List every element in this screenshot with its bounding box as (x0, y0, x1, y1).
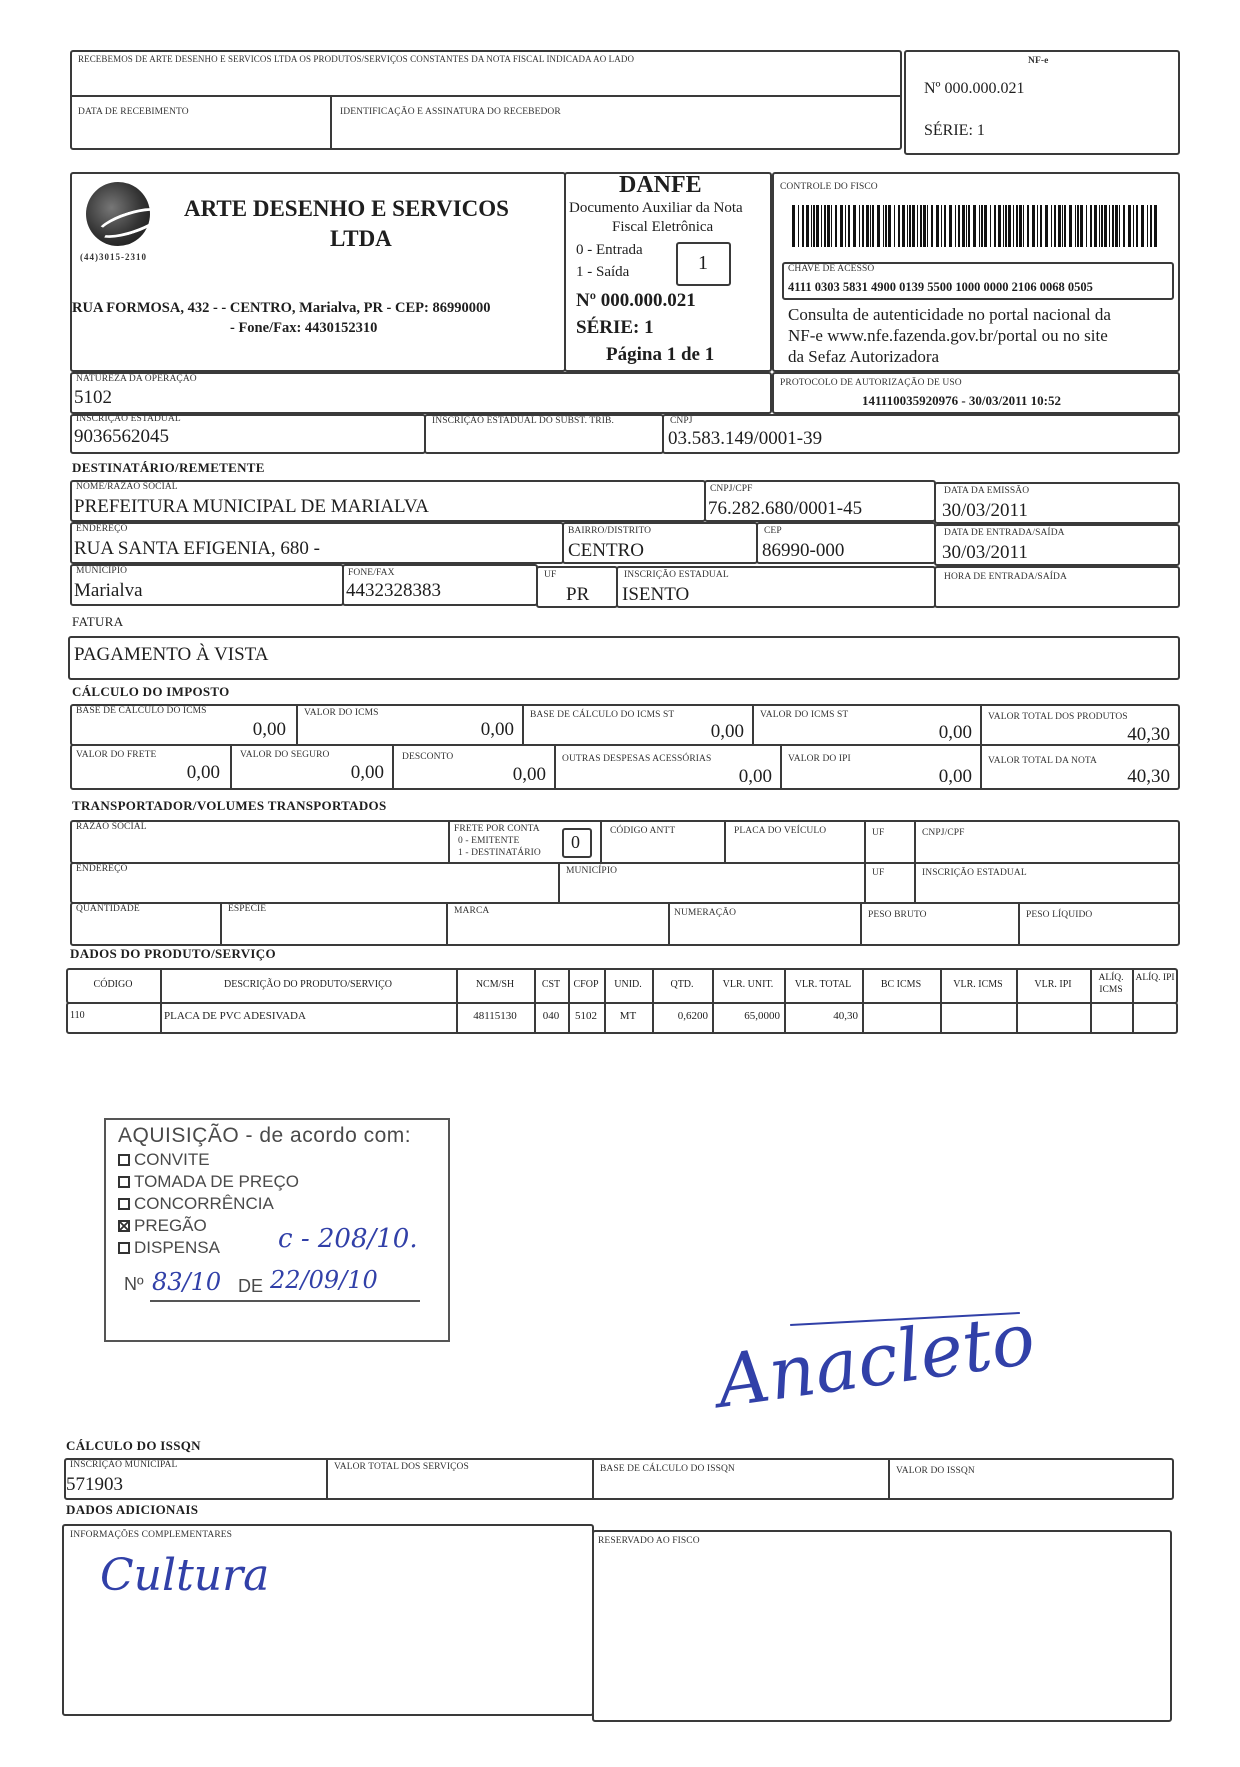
stamp-ref: c - 208/10. (278, 1224, 418, 1254)
stamp-option-label: CONVITE (134, 1150, 210, 1169)
dest-municipio-label: MUNICÍPIO (76, 566, 128, 576)
transp-quantidade-label: QUANTIDADE (76, 904, 140, 914)
header-qtd: QTD. (670, 979, 694, 990)
barcode-bar (821, 205, 822, 247)
emitter-name-line2: LTDA (330, 226, 392, 251)
barcode-bar (898, 205, 900, 247)
dest-fone: 4432328383 (346, 580, 441, 601)
header-aliq-icms: ALÍQ. ICMS (1098, 973, 1124, 995)
barcode-bar (936, 205, 939, 247)
barcode-bar (1141, 205, 1144, 247)
barcode-bar (1058, 205, 1061, 247)
dest-uf-label: UF (544, 570, 557, 580)
emitter-name-line1: ARTE DESENHO E SERVICOS (184, 196, 509, 221)
header-descricao: DESCRIÇÃO DO PRODUTO/SERVIÇO (224, 979, 392, 990)
barcode-bar (811, 205, 812, 247)
barcode-bar (944, 205, 946, 247)
transp-div-5 (914, 820, 916, 864)
dest-entrada-label: DATA DE ENTRADA/SAÍDA (944, 528, 1065, 538)
barcode-bar (1023, 205, 1024, 247)
dest-cep-label: CEP (764, 526, 782, 536)
header-cst: CST (541, 979, 561, 990)
adicionais-section: DADOS ADICIONAIS (66, 1502, 199, 1517)
issqn-im: 571903 (66, 1474, 123, 1495)
transp-div-1 (448, 820, 450, 864)
frete-label: VALOR DO FRETE (76, 750, 157, 760)
dest-cep: 86990-000 (762, 540, 845, 561)
stamp-option-label: DISPENSA (134, 1238, 220, 1257)
transp-marca-label: MARCA (454, 906, 490, 916)
header-aliq-ipi: ALÍQ. IPI (1135, 973, 1175, 983)
transp-div-12 (860, 902, 862, 946)
barcode-bar (1080, 205, 1083, 247)
barcode-bar (966, 205, 967, 247)
transp-div-10 (446, 902, 448, 946)
destinatario-section: DESTINATÁRIO/REMETENTE (72, 460, 265, 475)
barcode-bar (883, 205, 884, 247)
table-column-divider (568, 968, 570, 1034)
danfe-subtitle-2: Fiscal Eletrônica (612, 219, 714, 235)
checkbox-icon (118, 1198, 130, 1210)
transp-antt-label: CÓDIGO ANTT (610, 826, 676, 836)
cnpj-label: CNPJ (670, 416, 693, 426)
natureza-label: NATUREZA DA OPERAÇÃO (76, 374, 197, 384)
barcode-bar (1154, 205, 1157, 247)
dest-cnpj-label: CNPJ/CPF (710, 484, 753, 494)
fisco-reserved-label: RESERVADO AO FISCO (598, 1536, 700, 1546)
transp-municipio-label: MUNICÍPIO (566, 866, 618, 876)
imposto-section: CÁLCULO DO IMPOSTO (72, 684, 230, 699)
transp-ie-label: INSCRIÇÃO ESTADUAL (922, 868, 1027, 878)
dest-uf: PR (566, 584, 590, 605)
danfe-title: DANFE (619, 172, 702, 198)
barcode-bar (917, 205, 918, 247)
transp-endereco-label: ENDEREÇO (76, 864, 128, 874)
imposto-div-2 (522, 704, 524, 746)
header-vlr-ipi: VLR. IPI (1034, 979, 1072, 990)
dest-municipio: Marialva (74, 580, 143, 601)
barcode-bar (1136, 205, 1138, 247)
barcode-bar (973, 205, 976, 247)
checkbox-icon (118, 1154, 130, 1166)
barcode-bar (1112, 205, 1114, 247)
barcode-bar (1064, 205, 1066, 247)
seguro: 0,00 (350, 762, 384, 783)
barcode-bar (792, 205, 795, 247)
receipt-divider (70, 95, 902, 97)
barcode-bar (845, 205, 846, 247)
consulta-line3: da Sefaz Autorizadora (788, 347, 940, 366)
barcode-bar (1003, 205, 1004, 247)
transp-div-7 (864, 862, 866, 904)
base-icms: 0,00 (252, 719, 286, 740)
table-column-divider (604, 968, 606, 1034)
imposto-div-4 (980, 704, 982, 746)
barcode-bar (1054, 205, 1056, 247)
ipi-label: VALOR DO IPI (788, 754, 851, 764)
barcode-bar (1094, 205, 1097, 247)
barcode-bar (984, 205, 987, 247)
barcode (792, 205, 1162, 247)
transp-peso-liquido-label: PESO LÍQUIDO (1026, 910, 1093, 920)
outras: 0,00 (738, 766, 772, 787)
table-column-divider (940, 968, 942, 1034)
info-handwritten: Cultura (100, 1550, 270, 1601)
dest-bairro-label: BAIRRO/DISTRITO (568, 526, 652, 536)
barcode-bar (912, 205, 915, 247)
barcode-bar (1133, 205, 1134, 247)
header-codigo: CÓDIGO (93, 979, 133, 990)
barcode-bar (848, 205, 850, 247)
imposto-div-8 (780, 744, 782, 790)
barcode-bar (835, 205, 837, 247)
barcode-bar (994, 205, 996, 247)
desconto-label: DESCONTO (402, 752, 454, 762)
chave-acesso: 4111 0303 5831 4900 0139 5500 1000 0000 2106 0068 0505 (788, 280, 1093, 294)
consulta-line2: NF-e www.nfe.fazenda.gov.br/portal ou no site (788, 326, 1108, 345)
barcode-bar (1013, 205, 1014, 247)
transp-peso-bruto-label: PESO BRUTO (868, 910, 927, 920)
barcode-bar (806, 205, 809, 247)
barcode-bar (888, 205, 891, 247)
info-label: INFORMAÇÕES COMPLEMENTARES (70, 1530, 233, 1540)
cell-unid: MT (619, 1010, 637, 1022)
barcode-bar (1086, 205, 1087, 247)
barcode-bar (1027, 205, 1029, 247)
dest-hora-label: HORA DE ENTRADA/SAÍDA (944, 572, 1067, 582)
barcode-bar (862, 205, 864, 247)
transp-frete-label-3: 1 - DESTINATÁRIO (458, 848, 541, 858)
imposto-row2 (70, 744, 1180, 790)
barcode-bar (802, 205, 804, 247)
barcode-bar (962, 205, 965, 247)
table-column-divider (456, 968, 458, 1034)
barcode-bar (816, 205, 819, 247)
transp-div-8 (914, 862, 916, 904)
barcode-bar (1069, 205, 1072, 247)
dest-nome: PREFEITURA MUNICIPAL DE MARIALVA (74, 496, 429, 517)
cnpj-value: 03.583.149/0001-39 (668, 428, 823, 449)
issqn-div-3 (888, 1458, 890, 1500)
barcode-bar (798, 205, 799, 247)
cell-vlr-total: 40,30 (833, 1010, 858, 1022)
produtos-section: DADOS DO PRODUTO/SERVIÇO (70, 946, 276, 961)
transp-uf-label: UF (872, 828, 885, 838)
issqn-div-2 (592, 1458, 594, 1500)
valor-icms-label: VALOR DO ICMS (304, 708, 379, 718)
transp-razao-label: RAZÃO SOCIAL (76, 822, 147, 832)
transp-frete-label-1: FRETE POR CONTA (454, 824, 540, 834)
transp-div-2 (600, 820, 602, 864)
header-ncm: NCM/SH (475, 979, 515, 990)
checkbox-icon (118, 1176, 130, 1188)
barcode-bar (979, 205, 980, 247)
checkbox-checked-icon (118, 1220, 130, 1232)
transp-especie-label: ESPÉCIE (228, 904, 267, 914)
valor-icms-st: 0,00 (938, 722, 972, 743)
barcode-bar (907, 205, 908, 247)
barcode-bar (1005, 205, 1007, 247)
ie-label: INSCRIÇÃO ESTADUAL (76, 414, 181, 424)
barcode-bar (931, 205, 933, 247)
emitter-phone: - Fone/Fax: 4430152310 (230, 320, 378, 336)
barcode-bar (1040, 205, 1042, 247)
total-nota: 40,30 (1127, 766, 1170, 787)
barcode-bar (981, 205, 983, 247)
receipt-signature-label: IDENTIFICAÇÃO E ASSINATURA DO RECEBEDOR (340, 107, 561, 117)
table-column-divider (652, 968, 654, 1034)
barcode-bar (1051, 205, 1052, 247)
barcode-bar (909, 205, 911, 247)
logo-phone: (44)3015-2310 (80, 252, 147, 262)
stamp-option (118, 1238, 220, 1258)
barcode-bar (831, 205, 832, 247)
fatura-section: FATURA (72, 614, 124, 629)
barcode-bar (1128, 205, 1131, 247)
header-cfop: CFOP (573, 979, 599, 990)
issqn-div-1 (326, 1458, 328, 1500)
imposto-div-7 (554, 744, 556, 790)
barcode-bar (902, 205, 905, 247)
barcode-bar (840, 205, 843, 247)
barcode-bar (958, 205, 960, 247)
receipt-text: RECEBEMOS DE ARTE DESENHO E SERVICOS LTDA OS PRODUTOS/SERVIÇOS CONSTANTES DA NOTA FISCAL INDICADA AO LADO (78, 54, 635, 64)
barcode-bar (920, 205, 922, 247)
barcode-bar (1075, 205, 1076, 247)
barcode-bar (923, 205, 926, 247)
controle-fisco-label: CONTROLE DO FISCO (780, 182, 878, 192)
transp-div-9 (220, 902, 222, 946)
dest-endereco-label: ENDEREÇO (76, 524, 128, 534)
transp-frete-label-2: 0 - EMITENTE (458, 836, 520, 846)
transp-div-13 (1018, 902, 1020, 946)
stamp-option (118, 1150, 210, 1170)
header-vlr-unit: VLR. UNIT. (722, 979, 774, 990)
barcode-bar (998, 205, 1001, 247)
danfe-saida: 1 - Saída (576, 264, 630, 280)
dest-endereco: RUA SANTA EFIGENIA, 680 - (74, 538, 321, 559)
danfe-number: Nº 000.000.021 (576, 290, 696, 311)
stamp-de: DE (238, 1276, 264, 1296)
stamp-option (118, 1194, 274, 1214)
receipt-nfe-label: NF-e (1028, 56, 1049, 66)
base-icms-label: BASE DE CÁLCULO DO ICMS (76, 706, 207, 716)
total-nota-label: VALOR TOTAL DA NOTA (988, 756, 1098, 766)
stamp-numero: 83/10 (152, 1268, 222, 1296)
fatura-text: PAGAMENTO À VISTA (74, 644, 269, 665)
barcode-bar (866, 205, 869, 247)
seguro-label: VALOR DO SEGURO (240, 750, 330, 760)
barcode-bar (870, 205, 871, 247)
barcode-bar (949, 205, 952, 247)
issqn-base-label: BASE DE CÁLCULO DO ISSQN (600, 1464, 735, 1474)
barcode-bar (1032, 205, 1035, 247)
valor-icms-st-label: VALOR DO ICMS ST (760, 710, 849, 720)
barcode-bar (1104, 205, 1107, 247)
chave-label: CHAVE DE ACESSO (788, 264, 875, 274)
issqn-im-label: INSCRIÇÃO MUNICIPAL (70, 1460, 178, 1470)
base-icms-st: 0,00 (710, 721, 744, 742)
dest-ie: ISENTO (622, 584, 690, 605)
table-column-divider (534, 968, 536, 1034)
cell-codigo: 110 (70, 1010, 85, 1021)
dest-bairro: CENTRO (568, 540, 644, 561)
barcode-bar (1019, 205, 1022, 247)
danfe-serie: SÉRIE: 1 (576, 317, 654, 338)
stamp-option (118, 1172, 299, 1192)
stamp-option-label: CONCORRÊNCIA (134, 1194, 274, 1213)
barcode-bar (872, 205, 874, 247)
ipi: 0,00 (938, 766, 972, 787)
barcode-bar (941, 205, 942, 247)
natureza-value: 5102 (74, 387, 112, 408)
barcode-bar (1090, 205, 1092, 247)
barcode-bar (1115, 205, 1118, 247)
stamp-date-line (150, 1300, 420, 1302)
barcode-bar (1101, 205, 1103, 247)
table-column-divider (1016, 968, 1018, 1034)
barcode-bar (927, 205, 928, 247)
danfe-entrada: 0 - Entrada (576, 242, 643, 258)
barcode-bar (1109, 205, 1110, 247)
imposto-div-3 (752, 704, 754, 746)
cell-vlr-unit: 65,0000 (744, 1010, 780, 1022)
dest-emissao-label: DATA DA EMISSÃO (944, 486, 1030, 496)
header-bc-icms: BC ICMS (880, 979, 922, 990)
imposto-div-9 (980, 744, 982, 790)
barcode-bar (877, 205, 880, 247)
transp-div-4 (864, 820, 866, 864)
stamp-data: 22/09/10 (270, 1266, 378, 1294)
emitter-address: RUA FORMOSA, 432 - - CENTRO, Marialva, PR - CEP: 86990000 (72, 300, 491, 316)
header-vlr-icms: VLR. ICMS (953, 979, 1003, 990)
receipt-stub (70, 50, 902, 150)
transp-cnpj-label: CNPJ/CPF (922, 828, 965, 838)
header-vlr-total: VLR. TOTAL (794, 979, 852, 990)
barcode-bar (813, 205, 815, 247)
stamp-option (118, 1216, 207, 1236)
valor-icms: 0,00 (480, 719, 514, 740)
stamp-option-label: PREGÃO (134, 1216, 207, 1235)
transp-numeracao-label: NUMERAÇÃO (674, 908, 737, 918)
consulta-line1: Consulta de autenticidade no portal nacional da (788, 305, 1111, 324)
transp-div-6 (558, 862, 560, 904)
table-column-divider (712, 968, 714, 1034)
table-column-divider (784, 968, 786, 1034)
barcode-bar (853, 205, 856, 247)
signature: Anacleto (711, 1296, 1040, 1424)
receipt-vdivider (330, 95, 332, 150)
cell-ncm: 48115130 (473, 1010, 517, 1022)
barcode-bar (1045, 205, 1048, 247)
barcode-bar (1037, 205, 1038, 247)
barcode-bar (1150, 205, 1152, 247)
outras-label: OUTRAS DESPESAS ACESSÓRIAS (562, 754, 712, 764)
cell-cfop: 5102 (575, 1010, 597, 1022)
barcode-bar (894, 205, 895, 247)
ie-value: 9036562045 (74, 426, 169, 447)
cell-descricao: PLACA DE PVC ADESIVADA (164, 1010, 306, 1022)
imposto-div-1 (296, 704, 298, 746)
dest-fone-label: FONE/FAX (348, 568, 395, 578)
stamp-title: AQUISIÇÃO - de acordo com: (118, 1124, 412, 1147)
receipt-nfe-number: Nº 000.000.021 (924, 80, 1025, 97)
issqn-total-label: VALOR TOTAL DOS SERVIÇOS (334, 1462, 469, 1472)
danfe-tipo: 1 (698, 252, 708, 274)
table-column-divider (160, 968, 162, 1034)
dest-ie-label: INSCRIÇÃO ESTADUAL (624, 570, 729, 580)
barcode-bar (968, 205, 970, 247)
imposto-div-6 (392, 744, 394, 790)
dest-cnpj: 76.282.680/0001-45 (708, 498, 863, 519)
barcode-bar (1077, 205, 1079, 247)
base-icms-st-label: BASE DE CÁLCULO DO ICMS ST (530, 710, 675, 720)
danfe-subtitle-1: Documento Auxiliar da Nota (569, 200, 743, 216)
checkbox-icon (118, 1242, 130, 1254)
transp-uf2-label: UF (872, 868, 885, 878)
barcode-bar (955, 205, 956, 247)
danfe-pagina: Página 1 de 1 (606, 344, 715, 365)
transp-div-3 (724, 820, 726, 864)
stamp-numero-prefix: Nº (124, 1274, 144, 1294)
transp-placa-label: PLACA DO VEÍCULO (734, 826, 827, 836)
issqn-valor-label: VALOR DO ISSQN (896, 1466, 975, 1476)
receipt-date-label: DATA DE RECEBIMENTO (78, 107, 189, 117)
total-produtos-label: VALOR TOTAL DOS PRODUTOS (988, 712, 1128, 722)
barcode-bar (824, 205, 826, 247)
protocolo-label: PROTOCOLO DE AUTORIZAÇÃO DE USO (780, 378, 962, 388)
barcode-bar (859, 205, 860, 247)
issqn-section: CÁLCULO DO ISSQN (66, 1438, 201, 1453)
barcode-bar (1008, 205, 1011, 247)
ie-st-label: INSCRIÇÃO ESTADUAL DO SUBST. TRIB. (432, 416, 614, 426)
barcode-bar (1123, 205, 1125, 247)
barcode-bar (1147, 205, 1148, 247)
transp-div-11 (668, 902, 670, 946)
fisco-reserved-box (592, 1530, 1172, 1722)
barcode-bar (885, 205, 887, 247)
stamp-option-label: TOMADA DE PREÇO (134, 1172, 299, 1191)
dest-entrada: 30/03/2011 (942, 542, 1028, 563)
barcode-bar (1099, 205, 1100, 247)
imposto-div-5 (230, 744, 232, 790)
transp-frete: 0 (571, 832, 580, 852)
barcode-bar (990, 205, 991, 247)
dest-emissao: 30/03/2011 (942, 500, 1028, 521)
cell-qtd: 0,6200 (677, 1010, 708, 1022)
barcode-bar (1119, 205, 1120, 247)
cell-cst: 040 (542, 1010, 560, 1022)
transporte-section: TRANSPORTADOR/VOLUMES TRANSPORTADOS (72, 798, 387, 813)
dest-nome-label: NOME/RAZÃO SOCIAL (76, 482, 178, 492)
barcode-bar (827, 205, 830, 247)
desconto: 0,00 (512, 764, 546, 785)
receipt-nfe-serie: SÉRIE: 1 (924, 122, 985, 139)
protocolo-value: 141110035920976 - 30/03/2011 10:52 (862, 393, 1061, 408)
barcode-bar (1062, 205, 1063, 247)
table-column-divider (862, 968, 864, 1034)
frete: 0,00 (186, 762, 220, 783)
total-produtos: 40,30 (1127, 724, 1170, 745)
barcode-bar (1016, 205, 1018, 247)
header-unid: UNID. (614, 979, 642, 990)
